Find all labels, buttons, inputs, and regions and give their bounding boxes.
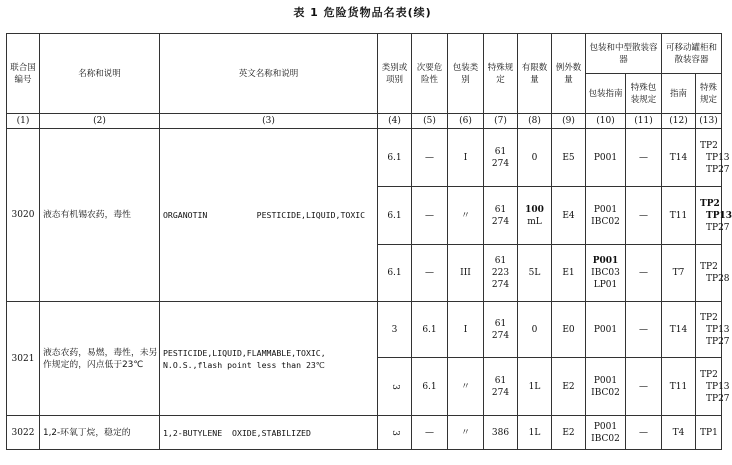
- excepted-quantity-cell: E4: [552, 187, 586, 245]
- tp-value: TP2: [700, 198, 720, 209]
- header-tank-instruction: 指南: [662, 74, 696, 114]
- limited-quantity-cell: 0: [518, 302, 552, 358]
- packing-group-cell: 〃: [448, 416, 484, 450]
- tp-value: TP13: [706, 210, 732, 221]
- name-cn: 1,2-环氧丁烷，稳定的: [40, 416, 160, 450]
- packing-instruction-cell: [586, 245, 626, 302]
- header-sub-risk: 次要危险性: [412, 34, 448, 114]
- packing-instruction-cell: [586, 416, 626, 450]
- col-number: (3): [160, 114, 378, 129]
- sp-value: 274: [491, 158, 510, 169]
- pi-value: P001: [593, 421, 618, 432]
- packing-instruction-cell: P001: [586, 129, 626, 187]
- tp-value: TP27: [706, 336, 730, 347]
- pi-value: IBC02: [591, 216, 620, 227]
- special-provisions-cell: [484, 302, 518, 358]
- excepted-quantity-cell: E2: [552, 358, 586, 416]
- header-packing-group: 包装类别: [448, 34, 484, 114]
- col-number: (1): [7, 114, 40, 129]
- packing-group-cell: 〃: [448, 187, 484, 245]
- name-en: 1,2-BUTYLENE OXIDE,STABILIZED: [160, 416, 378, 450]
- packing-instruction-cell: P001: [586, 302, 626, 358]
- limited-quantity-cell: [518, 187, 552, 245]
- header-tank-special: 特殊规定: [696, 74, 722, 114]
- sub-risk-cell: —: [412, 416, 448, 450]
- special-packing-cell: —: [626, 187, 662, 245]
- col-number: (5): [412, 114, 448, 129]
- sp-value: 61: [494, 318, 507, 329]
- special-packing-cell: —: [626, 245, 662, 302]
- tp-value: TP13: [706, 152, 730, 163]
- packing-group-cell: III: [448, 245, 484, 302]
- tp-value: TP13: [706, 381, 730, 392]
- header-excepted-quantity: 例外数量: [552, 34, 586, 114]
- col-number: (9): [552, 114, 586, 129]
- class-cell: 6.1: [378, 187, 412, 245]
- tp-value: TP27: [706, 164, 730, 175]
- tank-special-cell: [696, 358, 730, 416]
- col-number: (8): [518, 114, 552, 129]
- pi-value: LP01: [593, 280, 618, 290]
- col-number: (12): [662, 114, 696, 129]
- name-en-line: PESTICIDE,LIQUID,FLAMMABLE,TOXIC,: [163, 347, 326, 358]
- sub-risk-cell: —: [412, 129, 448, 187]
- lq-value: 100: [525, 204, 544, 215]
- packing-instruction-cell: [586, 187, 626, 245]
- col-number: (13): [696, 114, 722, 129]
- limited-quantity-cell: 0: [518, 129, 552, 187]
- class-value: 3: [389, 383, 400, 390]
- name-cn: 液态农药，易燃，毒性，未另作规定的，闪点低于23℃: [40, 302, 160, 416]
- limited-quantity-cell: 5L: [518, 245, 552, 302]
- class-cell: [378, 358, 412, 416]
- pi-value: IBC03: [591, 268, 620, 278]
- special-packing-cell: —: [626, 416, 662, 450]
- tank-instruction-cell: T7: [662, 245, 696, 302]
- tp-value: TP28: [706, 274, 730, 284]
- sub-risk-cell: —: [412, 187, 448, 245]
- packing-instruction-cell: [586, 358, 626, 416]
- header-packaging-ibc: 包装和中型散装容器: [586, 34, 662, 74]
- special-packing-cell: —: [626, 129, 662, 187]
- name-cn: 液态有机锡农药，毒性: [40, 129, 160, 302]
- tank-special-cell: [696, 187, 732, 245]
- tank-instruction-cell: T14: [662, 129, 696, 187]
- packing-group-cell: I: [448, 129, 484, 187]
- col-number: (10): [586, 114, 626, 129]
- tank-special-cell: [696, 129, 730, 187]
- header-name-en: 英文名称和说明: [160, 34, 378, 114]
- tank-special-cell: TP1: [696, 416, 722, 450]
- limited-quantity-cell: 1L: [518, 416, 552, 450]
- header-portable-tanks: 可移动罐柜和散装容器: [662, 34, 722, 74]
- column-number-row: [7, 114, 722, 129]
- un-number: 3021: [7, 302, 40, 416]
- tank-special-cell: [696, 245, 730, 302]
- sp-value: 61: [494, 256, 507, 266]
- header-special-provisions: 特殊规定: [484, 34, 518, 114]
- packing-group-cell: 〃: [448, 358, 484, 416]
- sub-risk-cell: 6.1: [412, 358, 448, 416]
- col-number: (6): [448, 114, 484, 129]
- header-un-no: 联合国编号: [7, 34, 40, 114]
- pi-value: P001: [593, 375, 618, 386]
- sub-risk-cell: —: [412, 245, 448, 302]
- table-row: [7, 129, 722, 187]
- header-class: 类别或项别: [378, 34, 412, 114]
- excepted-quantity-cell: E2: [552, 416, 586, 450]
- class-cell: 6.1: [378, 245, 412, 302]
- special-packing-cell: —: [626, 302, 662, 358]
- sp-value: 274: [491, 387, 510, 398]
- special-provisions-cell: [484, 187, 518, 245]
- name-en: [160, 302, 378, 416]
- tp-value: TP13: [706, 324, 730, 335]
- tp-value: TP27: [706, 222, 730, 233]
- dangerous-goods-table: [6, 33, 732, 450]
- tank-instruction-cell: T14: [662, 302, 696, 358]
- table-title: 表 1 危险货物品名表(续): [293, 6, 432, 19]
- tp-value: TP2: [700, 312, 718, 323]
- pi-value: IBC02: [591, 433, 620, 444]
- tp-value: TP27: [706, 393, 730, 404]
- pi-value: IBC02: [591, 387, 620, 398]
- col-number: (2): [40, 114, 160, 129]
- special-provisions-cell: [484, 245, 518, 302]
- class-cell: [378, 416, 412, 450]
- class-cell: 3: [378, 302, 412, 358]
- header-name-cn: 名称和说明: [40, 34, 160, 114]
- tp-value: TP2: [700, 262, 718, 272]
- sp-value: 274: [491, 216, 510, 227]
- excepted-quantity-cell: E0: [552, 302, 586, 358]
- excepted-quantity-cell: E1: [552, 245, 586, 302]
- sp-value: 274: [491, 330, 510, 341]
- sp-value: 61: [494, 375, 507, 386]
- table-row: [7, 302, 722, 358]
- col-number: (11): [626, 114, 662, 129]
- pi-value: P001: [592, 256, 619, 266]
- header-limited-quantity: 有限数量: [518, 34, 552, 114]
- lq-unit: mL: [527, 216, 542, 227]
- col-number: (7): [484, 114, 518, 129]
- special-provisions-cell: [484, 358, 518, 416]
- special-packing-cell: —: [626, 358, 662, 416]
- name-en: ORGANOTIN PESTICIDE,LIQUID,TOXIC: [160, 129, 378, 302]
- excepted-quantity-cell: E5: [552, 129, 586, 187]
- table-row: [7, 416, 722, 450]
- header-special-packing: 特殊包装规定: [626, 74, 662, 114]
- un-number: 3022: [7, 416, 40, 450]
- sp-value: 61: [494, 146, 507, 157]
- class-value: 3: [389, 429, 400, 436]
- sub-risk-cell: 6.1: [412, 302, 448, 358]
- tank-instruction-cell: T11: [662, 187, 696, 245]
- tp-value: TP2: [700, 140, 718, 151]
- name-en-line: N.O.S.,flash point less than 23℃: [163, 359, 326, 370]
- class-cell: 6.1: [378, 129, 412, 187]
- un-number: 3020: [7, 129, 40, 302]
- packing-group-cell: I: [448, 302, 484, 358]
- tank-instruction-cell: T11: [662, 358, 696, 416]
- col-number: (4): [378, 114, 412, 129]
- tp-value: TP2: [700, 369, 718, 380]
- limited-quantity-cell: 1L: [518, 358, 552, 416]
- header-packing-instruction: 包装指南: [586, 74, 626, 114]
- sp-value: 274: [491, 280, 510, 290]
- tank-instruction-cell: T4: [662, 416, 696, 450]
- special-provisions-cell: 386: [484, 416, 518, 450]
- sp-value: 61: [494, 204, 507, 215]
- pi-value: P001: [593, 204, 618, 215]
- special-provisions-cell: [484, 129, 518, 187]
- tank-special-cell: [696, 302, 730, 358]
- sp-value: 223: [491, 268, 510, 278]
